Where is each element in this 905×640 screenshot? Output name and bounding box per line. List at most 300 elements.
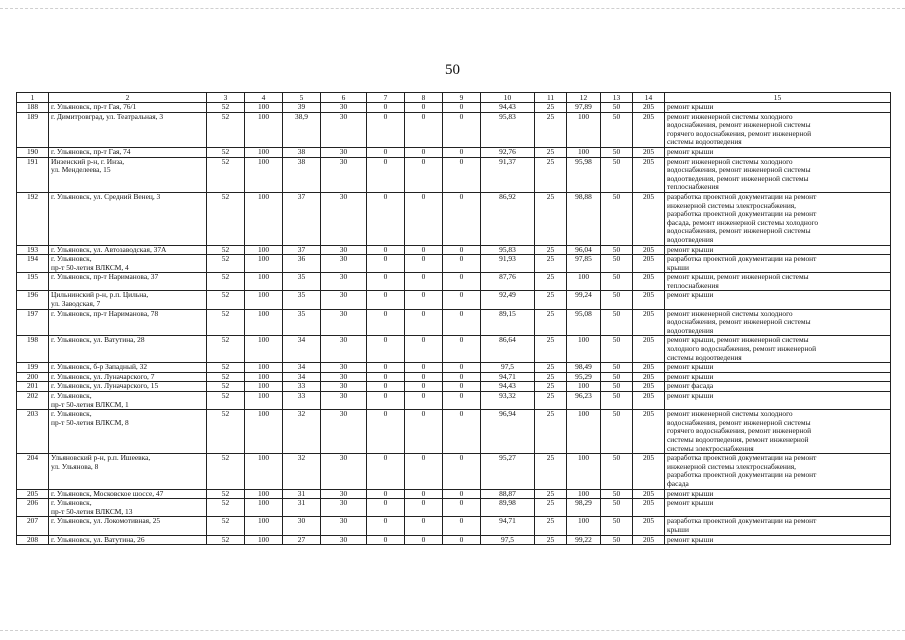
value-cell: 100	[245, 517, 283, 535]
value-cell: 25	[535, 192, 567, 245]
value-cell: 0	[405, 454, 443, 489]
value-cell: 30	[321, 382, 367, 392]
value-cell: 0	[443, 291, 481, 309]
value-cell: 0	[405, 336, 443, 363]
value-cell: 205	[633, 112, 665, 147]
value-cell: 89,98	[481, 499, 535, 517]
page-number: 50	[445, 62, 460, 78]
value-cell: 30	[283, 517, 321, 535]
value-cell: 205	[633, 517, 665, 535]
address-cell: Ульяновский р-н, р.п. Ишеевка, ул. Ульянова, 8	[49, 454, 207, 489]
value-cell: 52	[207, 535, 245, 545]
value-cell: 0	[405, 291, 443, 309]
address-cell: г. Ульяновск, пр-т 50-летия ВЛКСМ, 8	[49, 410, 207, 454]
value-cell: 0	[367, 382, 405, 392]
column-header: 2	[49, 93, 207, 103]
value-cell: 0	[443, 489, 481, 499]
table-row	[17, 499, 891, 517]
value-cell: 0	[405, 363, 443, 373]
row-number: 190	[17, 147, 49, 157]
value-cell: 0	[367, 147, 405, 157]
value-cell: 0	[405, 392, 443, 410]
value-cell: 0	[367, 291, 405, 309]
value-cell: 0	[367, 273, 405, 291]
value-cell: 205	[633, 336, 665, 363]
row-number: 198	[17, 336, 49, 363]
value-cell: 30	[321, 499, 367, 517]
address-cell: г. Ульяновск, пр-т 50-летия ВЛКСМ, 1	[49, 392, 207, 410]
row-number: 202	[17, 392, 49, 410]
value-cell: 0	[367, 112, 405, 147]
value-cell: 52	[207, 336, 245, 363]
value-cell: 94,71	[481, 517, 535, 535]
address-cell: г. Ульяновск, б-р Западный, 32	[49, 363, 207, 373]
value-cell: 100	[245, 309, 283, 336]
table-row	[17, 392, 891, 410]
value-cell: 100	[245, 489, 283, 499]
value-cell: 25	[535, 499, 567, 517]
value-cell: 95,98	[567, 157, 601, 192]
value-cell: 100	[245, 454, 283, 489]
value-cell: 30	[321, 392, 367, 410]
table-row	[17, 410, 891, 454]
value-cell: 91,93	[481, 255, 535, 273]
value-cell: 25	[535, 245, 567, 255]
value-cell: 50	[601, 372, 633, 382]
value-cell: 92,49	[481, 291, 535, 309]
value-cell: 25	[535, 309, 567, 336]
value-cell: 34	[283, 372, 321, 382]
value-cell: 30	[321, 112, 367, 147]
value-cell: 52	[207, 192, 245, 245]
value-cell: 0	[443, 454, 481, 489]
value-cell: 32	[283, 454, 321, 489]
value-cell: 100	[245, 336, 283, 363]
value-cell: 30	[321, 103, 367, 113]
value-cell: 205	[633, 489, 665, 499]
address-cell: г. Ульяновск, пр-т Нариманова, 37	[49, 273, 207, 291]
row-number: 203	[17, 410, 49, 454]
table-row	[17, 363, 891, 373]
value-cell: 52	[207, 499, 245, 517]
value-cell: 25	[535, 255, 567, 273]
value-cell: 0	[405, 535, 443, 545]
value-cell: 52	[207, 382, 245, 392]
value-cell: 0	[443, 517, 481, 535]
value-cell: 205	[633, 499, 665, 517]
value-cell: 35	[283, 291, 321, 309]
column-header: 6	[321, 93, 367, 103]
value-cell: 52	[207, 245, 245, 255]
value-cell: 0	[367, 372, 405, 382]
value-cell: 95,29	[567, 372, 601, 382]
value-cell: 98,49	[567, 363, 601, 373]
works-cell: ремонт крыши	[665, 499, 891, 517]
value-cell: 52	[207, 291, 245, 309]
value-cell: 50	[601, 363, 633, 373]
value-cell: 94,43	[481, 382, 535, 392]
table-row	[17, 192, 891, 245]
table-row	[17, 535, 891, 545]
table-row	[17, 489, 891, 499]
header-row	[17, 93, 891, 103]
value-cell: 0	[367, 336, 405, 363]
value-cell: 86,92	[481, 192, 535, 245]
value-cell: 37	[283, 245, 321, 255]
value-cell: 30	[321, 147, 367, 157]
value-cell: 25	[535, 103, 567, 113]
value-cell: 0	[367, 535, 405, 545]
works-cell: разработка проектной документации на ремонт инженерной системы электроснабжения, разработка проектной документации на ремонт фасада, ремонт инженерной системы холодного водоснабжения, ремонт инженерной системы водоотведения	[665, 192, 891, 245]
address-cell: г. Ульяновск, Московское шоссе, 47	[49, 489, 207, 499]
value-cell: 100	[245, 291, 283, 309]
row-number: 191	[17, 157, 49, 192]
value-cell: 0	[443, 410, 481, 454]
value-cell: 0	[367, 517, 405, 535]
value-cell: 30	[321, 245, 367, 255]
value-cell: 95,27	[481, 454, 535, 489]
works-cell: ремонт фасада	[665, 382, 891, 392]
value-cell: 38,9	[283, 112, 321, 147]
value-cell: 97,89	[567, 103, 601, 113]
value-cell: 27	[283, 535, 321, 545]
value-cell: 50	[601, 192, 633, 245]
value-cell: 30	[321, 410, 367, 454]
value-cell: 50	[601, 454, 633, 489]
value-cell: 99,24	[567, 291, 601, 309]
value-cell: 100	[245, 535, 283, 545]
works-cell: ремонт крыши	[665, 103, 891, 113]
column-header: 1	[17, 93, 49, 103]
value-cell: 0	[367, 392, 405, 410]
value-cell: 25	[535, 410, 567, 454]
value-cell: 0	[405, 255, 443, 273]
address-cell: г. Димитровград, ул. Театральная, 3	[49, 112, 207, 147]
value-cell: 0	[443, 147, 481, 157]
value-cell: 205	[633, 309, 665, 336]
works-cell: ремонт инженерной системы холодного водоснабжения, ремонт инженерной системы горячего водоснабжения, ремонт инженерной системы водоотведения, ремонт инженерной системы электроснабжения	[665, 410, 891, 454]
value-cell: 52	[207, 309, 245, 336]
value-cell: 100	[567, 454, 601, 489]
value-cell: 0	[405, 410, 443, 454]
value-cell: 25	[535, 291, 567, 309]
value-cell: 100	[245, 255, 283, 273]
value-cell: 100	[245, 112, 283, 147]
value-cell: 100	[567, 517, 601, 535]
value-cell: 97,85	[567, 255, 601, 273]
table-row	[17, 157, 891, 192]
works-cell: ремонт крыши	[665, 245, 891, 255]
address-cell: г. Ульяновск, ул. Автозаводская, 37А	[49, 245, 207, 255]
value-cell: 52	[207, 147, 245, 157]
value-cell: 0	[405, 147, 443, 157]
column-header: 3	[207, 93, 245, 103]
value-cell: 34	[283, 336, 321, 363]
row-number: 193	[17, 245, 49, 255]
value-cell: 52	[207, 392, 245, 410]
value-cell: 205	[633, 103, 665, 113]
value-cell: 205	[633, 535, 665, 545]
value-cell: 25	[535, 336, 567, 363]
value-cell: 0	[367, 255, 405, 273]
value-cell: 205	[633, 192, 665, 245]
value-cell: 0	[367, 245, 405, 255]
value-cell: 25	[535, 147, 567, 157]
value-cell: 0	[443, 336, 481, 363]
value-cell: 205	[633, 382, 665, 392]
value-cell: 0	[367, 103, 405, 113]
value-cell: 50	[601, 309, 633, 336]
value-cell: 100	[245, 410, 283, 454]
value-cell: 25	[535, 454, 567, 489]
value-cell: 50	[601, 382, 633, 392]
value-cell: 91,37	[481, 157, 535, 192]
row-number: 196	[17, 291, 49, 309]
address-cell: г. Ульяновск, ул. Луначарского, 15	[49, 382, 207, 392]
works-cell: ремонт крыши	[665, 535, 891, 545]
value-cell: 52	[207, 363, 245, 373]
value-cell: 205	[633, 372, 665, 382]
works-cell: ремонт крыши	[665, 392, 891, 410]
value-cell: 0	[405, 112, 443, 147]
table-row	[17, 382, 891, 392]
value-cell: 89,15	[481, 309, 535, 336]
address-cell: г. Ульяновск, пр-т Гая, 76/1	[49, 103, 207, 113]
address-cell: г. Ульяновск, ул. Локомотивная, 25	[49, 517, 207, 535]
value-cell: 96,04	[567, 245, 601, 255]
row-number: 207	[17, 517, 49, 535]
value-cell: 30	[321, 255, 367, 273]
column-header: 9	[443, 93, 481, 103]
value-cell: 38	[283, 147, 321, 157]
table-row	[17, 255, 891, 273]
register-table	[16, 92, 891, 545]
address-cell: г. Ульяновск, пр-т Нариманова, 78	[49, 309, 207, 336]
register-table-wrap	[16, 92, 890, 545]
address-cell: Цильнинский р-н, р.п. Цильна, ул. Заводская, 7	[49, 291, 207, 309]
table-row	[17, 372, 891, 382]
value-cell: 205	[633, 245, 665, 255]
column-header: 13	[601, 93, 633, 103]
value-cell: 25	[535, 392, 567, 410]
value-cell: 50	[601, 410, 633, 454]
value-cell: 50	[601, 103, 633, 113]
value-cell: 30	[321, 192, 367, 245]
works-cell: ремонт инженерной системы холодного водоснабжения, ремонт инженерной системы водоотведения, ремонт инженерной системы теплоснабжения	[665, 157, 891, 192]
value-cell: 37	[283, 192, 321, 245]
value-cell: 0	[443, 255, 481, 273]
works-cell: ремонт крыши	[665, 147, 891, 157]
row-number: 194	[17, 255, 49, 273]
row-number: 204	[17, 454, 49, 489]
value-cell: 50	[601, 291, 633, 309]
value-cell: 100	[245, 147, 283, 157]
value-cell: 205	[633, 392, 665, 410]
value-cell: 0	[405, 499, 443, 517]
value-cell: 0	[443, 273, 481, 291]
value-cell: 205	[633, 147, 665, 157]
value-cell: 50	[601, 255, 633, 273]
value-cell: 30	[321, 517, 367, 535]
value-cell: 205	[633, 255, 665, 273]
value-cell: 52	[207, 489, 245, 499]
value-cell: 25	[535, 517, 567, 535]
value-cell: 0	[405, 309, 443, 336]
value-cell: 30	[321, 336, 367, 363]
value-cell: 0	[405, 157, 443, 192]
value-cell: 95,08	[567, 309, 601, 336]
value-cell: 92,76	[481, 147, 535, 157]
value-cell: 31	[283, 489, 321, 499]
table-row	[17, 454, 891, 489]
value-cell: 52	[207, 157, 245, 192]
value-cell: 100	[245, 273, 283, 291]
value-cell: 0	[405, 489, 443, 499]
address-cell: г. Ульяновск, ул. Ватутина, 26	[49, 535, 207, 545]
row-number: 206	[17, 499, 49, 517]
table-row	[17, 112, 891, 147]
address-cell: Инзенский р-н, г. Инза, ул. Менделеева, 15	[49, 157, 207, 192]
table-body	[17, 103, 891, 545]
column-header: 15	[665, 93, 891, 103]
value-cell: 50	[601, 273, 633, 291]
value-cell: 30	[321, 454, 367, 489]
works-cell: ремонт крыши, ремонт инженерной системы теплоснабжения	[665, 273, 891, 291]
value-cell: 30	[321, 372, 367, 382]
value-cell: 0	[443, 192, 481, 245]
value-cell: 0	[367, 192, 405, 245]
scan-edge-bottom	[0, 630, 905, 632]
value-cell: 25	[535, 157, 567, 192]
value-cell: 100	[567, 273, 601, 291]
value-cell: 0	[405, 103, 443, 113]
value-cell: 95,83	[481, 245, 535, 255]
value-cell: 100	[245, 382, 283, 392]
value-cell: 35	[283, 309, 321, 336]
row-number: 199	[17, 363, 49, 373]
value-cell: 94,71	[481, 372, 535, 382]
value-cell: 100	[245, 157, 283, 192]
value-cell: 0	[443, 363, 481, 373]
value-cell: 25	[535, 382, 567, 392]
value-cell: 0	[443, 535, 481, 545]
works-cell: разработка проектной документации на ремонт крыши	[665, 517, 891, 535]
value-cell: 50	[601, 499, 633, 517]
value-cell: 100	[245, 363, 283, 373]
row-number: 201	[17, 382, 49, 392]
value-cell: 0	[405, 273, 443, 291]
value-cell: 96,23	[567, 392, 601, 410]
value-cell: 50	[601, 112, 633, 147]
value-cell: 30	[321, 291, 367, 309]
value-cell: 38	[283, 157, 321, 192]
value-cell: 25	[535, 535, 567, 545]
column-header: 5	[283, 93, 321, 103]
value-cell: 0	[405, 517, 443, 535]
column-header: 14	[633, 93, 665, 103]
value-cell: 0	[443, 499, 481, 517]
row-number: 188	[17, 103, 49, 113]
value-cell: 95,83	[481, 112, 535, 147]
row-number: 208	[17, 535, 49, 545]
value-cell: 94,43	[481, 103, 535, 113]
value-cell: 205	[633, 273, 665, 291]
value-cell: 25	[535, 273, 567, 291]
value-cell: 50	[601, 245, 633, 255]
value-cell: 25	[535, 372, 567, 382]
value-cell: 100	[567, 147, 601, 157]
table-row	[17, 517, 891, 535]
works-cell: ремонт крыши	[665, 372, 891, 382]
address-cell: г. Ульяновск, пр-т 50-летия ВЛКСМ, 4	[49, 255, 207, 273]
value-cell: 0	[367, 454, 405, 489]
value-cell: 0	[367, 309, 405, 336]
value-cell: 100	[245, 499, 283, 517]
value-cell: 0	[367, 489, 405, 499]
value-cell: 52	[207, 255, 245, 273]
value-cell: 0	[443, 112, 481, 147]
works-cell: ремонт крыши	[665, 291, 891, 309]
value-cell: 25	[535, 363, 567, 373]
value-cell: 52	[207, 517, 245, 535]
works-cell: ремонт крыши	[665, 489, 891, 499]
address-cell: г. Ульяновск, ул. Луначарского, 7	[49, 372, 207, 382]
works-cell: разработка проектной документации на ремонт крыши	[665, 255, 891, 273]
value-cell: 98,29	[567, 499, 601, 517]
value-cell: 100	[245, 245, 283, 255]
table-row	[17, 309, 891, 336]
value-cell: 0	[443, 372, 481, 382]
column-header: 8	[405, 93, 443, 103]
address-cell: г. Ульяновск, ул. Ватутина, 28	[49, 336, 207, 363]
works-cell: ремонт инженерной системы холодного водоснабжения, ремонт инженерной системы горячего водоснабжения, ремонт инженерной системы водоотведения	[665, 112, 891, 147]
row-number: 205	[17, 489, 49, 499]
value-cell: 50	[601, 392, 633, 410]
value-cell: 50	[601, 147, 633, 157]
column-header: 10	[481, 93, 535, 103]
value-cell: 50	[601, 489, 633, 499]
value-cell: 34	[283, 363, 321, 373]
value-cell: 35	[283, 273, 321, 291]
value-cell: 205	[633, 410, 665, 454]
value-cell: 30	[321, 363, 367, 373]
value-cell: 100	[567, 382, 601, 392]
value-cell: 31	[283, 499, 321, 517]
works-cell: ремонт крыши, ремонт инженерной системы холодного водоснабжения, ремонт инженерной системы водоотведения	[665, 336, 891, 363]
value-cell: 25	[535, 489, 567, 499]
value-cell: 52	[207, 410, 245, 454]
value-cell: 0	[405, 192, 443, 245]
row-number: 192	[17, 192, 49, 245]
value-cell: 0	[443, 392, 481, 410]
value-cell: 50	[601, 336, 633, 363]
table-row	[17, 245, 891, 255]
works-cell: разработка проектной документации на ремонт инженерной системы электроснабжения, разработка проектной документации на ремонт фасада	[665, 454, 891, 489]
value-cell: 32	[283, 410, 321, 454]
row-number: 200	[17, 372, 49, 382]
column-header: 12	[567, 93, 601, 103]
value-cell: 52	[207, 112, 245, 147]
value-cell: 0	[443, 309, 481, 336]
value-cell: 52	[207, 372, 245, 382]
column-header: 4	[245, 93, 283, 103]
value-cell: 39	[283, 103, 321, 113]
value-cell: 33	[283, 382, 321, 392]
value-cell: 50	[601, 535, 633, 545]
value-cell: 0	[443, 245, 481, 255]
value-cell: 100	[567, 489, 601, 499]
table-row	[17, 273, 891, 291]
